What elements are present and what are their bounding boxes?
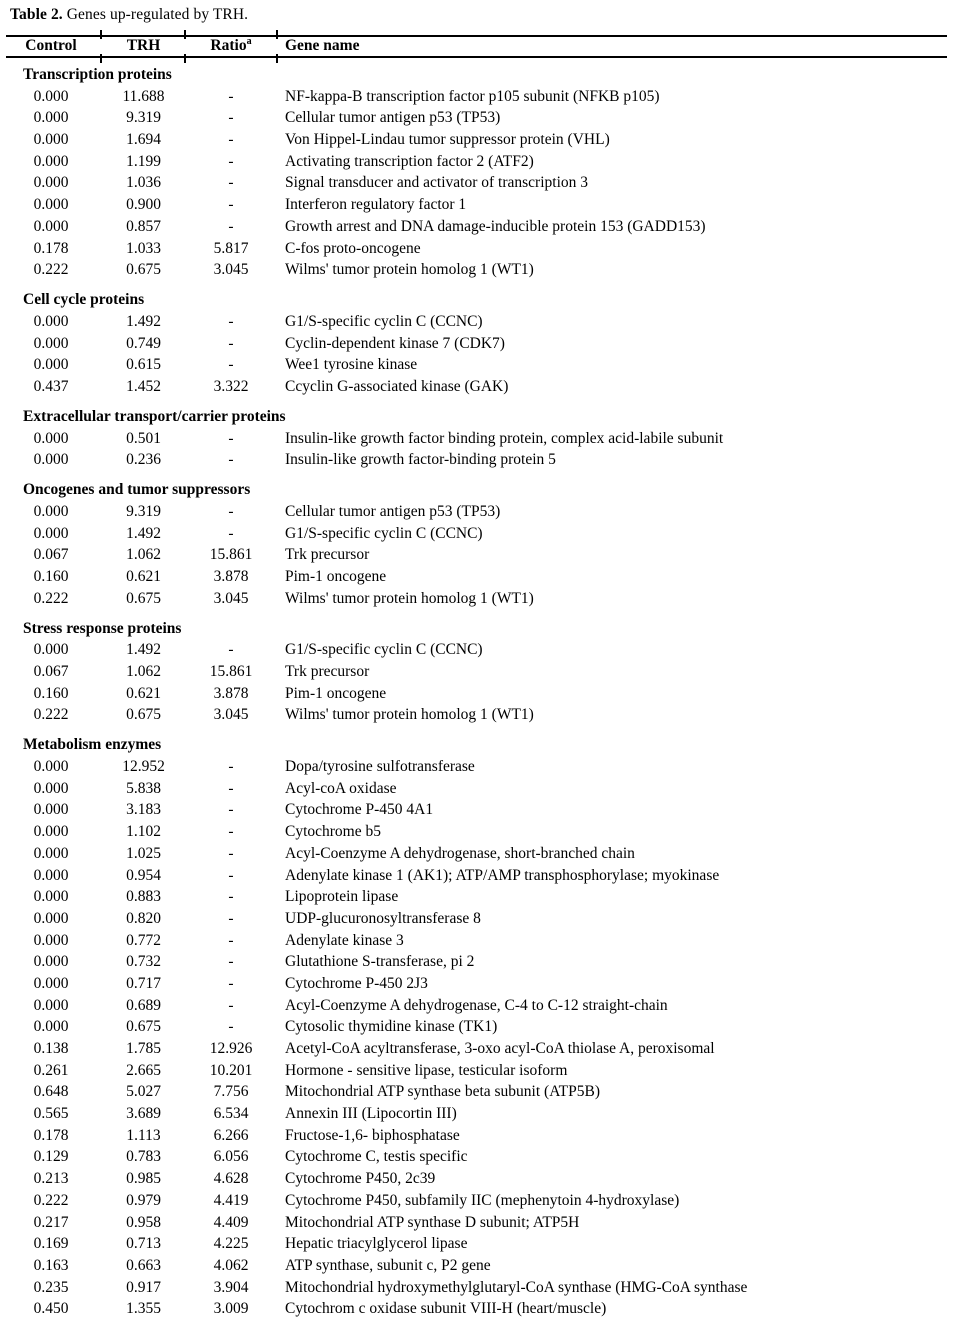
table-row: [0, 566, 953, 588]
gene-name-cell: Acetyl-CoA acyltransferase, 3-oxo acyl-CoA thiolase A, peroxisomal: [285, 1040, 715, 1058]
trh-cell: 5.027: [126, 1083, 161, 1101]
gene-name-cell: UDP-glucuronosyltransferase 8: [285, 909, 481, 927]
control-cell: 0.000: [33, 356, 69, 374]
ratio-cell: 3.904: [213, 1278, 249, 1296]
trh-cell: 0.621: [126, 568, 161, 586]
control-cell: 0.000: [33, 996, 69, 1014]
table-row: [0, 428, 953, 450]
table-row: [0, 886, 953, 908]
ratio-cell: -: [228, 823, 234, 841]
table-header-row: [0, 36, 953, 56]
table-row: [0, 704, 953, 726]
control-cell: 0.000: [33, 909, 69, 927]
trh-cell: 0.663: [126, 1256, 161, 1274]
table-row: [0, 544, 953, 566]
ratio-cell: 7.756: [213, 1083, 249, 1101]
table-body: [0, 61, 953, 1320]
trh-cell: 0.713: [126, 1235, 161, 1253]
ratio-cell: 3.045: [213, 589, 249, 607]
gene-name-cell: Trk precursor: [285, 663, 370, 681]
control-cell: 0.178: [33, 1126, 69, 1144]
gene-name-cell: Hormone - sensitive lipase, testicular isoform: [285, 1061, 568, 1079]
table-row: [0, 333, 953, 355]
control-cell: 0.000: [33, 312, 69, 330]
trh-cell: 1.785: [126, 1040, 161, 1058]
table-row: [0, 843, 953, 865]
table-row: [0, 1190, 953, 1212]
trh-cell: 9.319: [126, 502, 161, 520]
gene-name-cell: Adenylate kinase 3: [285, 931, 404, 949]
table-section: [0, 734, 953, 1320]
control-cell: 0.000: [33, 196, 69, 214]
gene-name-cell: Cytochrome P-450 4A1: [285, 801, 434, 819]
trh-cell: 0.979: [126, 1191, 161, 1209]
trh-cell: 1.036: [126, 174, 161, 192]
table-row: [0, 194, 953, 216]
control-cell: 0.000: [33, 131, 69, 149]
control-cell: 0.000: [33, 866, 69, 884]
control-cell: 0.067: [33, 546, 69, 564]
trh-cell: 5.838: [126, 779, 161, 797]
ratio-cell: -: [228, 931, 234, 949]
gene-name-cell: Mitochondrial hydroxymethylglutaryl-CoA synthase (HMG-CoA synthase: [285, 1278, 748, 1296]
control-cell: 0.067: [33, 663, 69, 681]
gene-name-cell: Lipoprotein lipase: [285, 888, 399, 906]
control-cell: 0.000: [33, 888, 69, 906]
section-title: Stress response proteins: [23, 619, 182, 637]
ratio-cell: -: [228, 356, 234, 374]
control-cell: 0.000: [33, 152, 69, 170]
trh-cell: 1.694: [126, 131, 161, 149]
ratio-cell: -: [228, 131, 234, 149]
trh-cell: 0.820: [126, 909, 161, 927]
control-cell: 0.000: [33, 429, 69, 447]
control-cell: 0.261: [33, 1061, 69, 1079]
table-row: [0, 1125, 953, 1147]
table-section: [0, 618, 953, 726]
table-row: [0, 908, 953, 930]
table-section: [0, 479, 953, 609]
control-cell: 0.000: [33, 109, 69, 127]
trh-cell: 0.958: [126, 1213, 161, 1231]
control-cell: 0.138: [33, 1040, 69, 1058]
control-cell: 0.000: [33, 779, 69, 797]
control-cell: 0.000: [33, 451, 69, 469]
table-row: [0, 865, 953, 887]
ratio-cell: -: [228, 196, 234, 214]
ratio-cell: 4.628: [213, 1170, 249, 1188]
trh-cell: 12.952: [122, 758, 165, 776]
control-cell: 0.222: [33, 706, 69, 724]
control-cell: 0.163: [33, 1256, 69, 1274]
control-cell: 0.222: [33, 1191, 69, 1209]
trh-cell: 0.917: [126, 1278, 161, 1296]
table-caption-label: Table 2.: [10, 6, 63, 23]
trh-cell: 0.615: [126, 356, 161, 374]
ratio-cell: -: [228, 888, 234, 906]
table-row: [0, 951, 953, 973]
gene-name-cell: Wee1 tyrosine kinase: [285, 356, 418, 374]
table-row: [0, 129, 953, 151]
ratio-cell: -: [228, 996, 234, 1014]
ratio-cell: -: [228, 1018, 234, 1036]
table-row: [0, 683, 953, 705]
gene-name-cell: Fructose-1,6- biphosphatase: [285, 1126, 460, 1144]
control-cell: 0.000: [33, 87, 69, 105]
gene-name-cell: G1/S-specific cyclin C (CCNC): [285, 312, 483, 330]
gene-name-cell: Cytochrome C, testis specific: [285, 1148, 468, 1166]
control-cell: 0.222: [33, 261, 69, 279]
table-section: [0, 406, 953, 471]
ratio-cell: -: [228, 779, 234, 797]
table-row: [0, 449, 953, 471]
trh-cell: 0.954: [126, 866, 161, 884]
table-row: [0, 1146, 953, 1168]
gene-name-cell: Pim-1 oncogene: [285, 568, 387, 586]
gene-name-cell: ATP synthase, subunit c, P2 gene: [285, 1256, 491, 1274]
trh-cell: 1.452: [126, 377, 161, 395]
gene-name-cell: Ccyclin G-associated kinase (GAK): [285, 377, 509, 395]
trh-cell: 0.749: [126, 334, 161, 352]
ratio-cell: -: [228, 334, 234, 352]
gene-name-cell: Interferon regulatory factor 1: [285, 196, 467, 214]
gene-name-cell: Dopa/tyrosine sulfotransferase: [285, 758, 475, 776]
trh-cell: 0.717: [126, 974, 161, 992]
gene-name-cell: Cytochrome P450, 2c39: [285, 1170, 436, 1188]
trh-cell: 1.025: [126, 844, 161, 862]
table-row: [0, 1233, 953, 1255]
table-row: [0, 501, 953, 523]
gene-name-cell: Glutathione S-transferase, pi 2: [285, 953, 475, 971]
section-title: Transcription proteins: [23, 66, 172, 83]
trh-cell: 1.062: [126, 546, 161, 564]
control-cell: 0.000: [33, 801, 69, 819]
control-cell: 0.450: [33, 1300, 69, 1318]
control-cell: 0.160: [33, 568, 69, 586]
control-cell: 0.213: [33, 1170, 69, 1188]
section-title: Cell cycle proteins: [23, 291, 145, 309]
table-caption-text: Genes up-regulated by TRH.: [62, 6, 249, 23]
gene-name-cell: Adenylate kinase 1 (AK1); ATP/AMP transphosphorylase; myokinase: [285, 866, 720, 884]
gene-name-cell: Insulin-like growth factor binding protein, complex acid-labile subunit: [285, 429, 724, 447]
ratio-cell: -: [228, 429, 234, 447]
gene-name-cell: Signal transducer and activator of transcription 3: [285, 174, 589, 192]
ratio-cell: 3.009: [213, 1300, 249, 1318]
table-row: [0, 799, 953, 821]
gene-name-cell: G1/S-specific cyclin C (CCNC): [285, 641, 483, 659]
control-cell: 0.437: [33, 377, 69, 395]
column-header-gene-name: Gene name: [285, 37, 360, 54]
table-row: [0, 259, 953, 281]
trh-cell: 0.675: [126, 261, 161, 279]
trh-cell: 1.492: [126, 524, 161, 542]
gene-name-cell: Acyl-Coenzyme A dehydrogenase, C-4 to C-12 straight-chain: [285, 996, 668, 1014]
control-cell: 0.648: [33, 1083, 69, 1101]
control-cell: 0.000: [33, 758, 69, 776]
control-cell: 0.000: [33, 1018, 69, 1036]
section-title: Metabolism enzymes: [23, 736, 162, 754]
column-header-control: Control: [25, 37, 77, 54]
ratio-cell: 3.878: [213, 684, 249, 702]
trh-cell: 2.665: [126, 1061, 161, 1079]
trh-cell: 1.062: [126, 663, 161, 681]
gene-name-cell: Von Hippel-Lindau tumor suppressor protein (VHL): [285, 131, 610, 149]
trh-cell: 1.033: [126, 239, 161, 257]
trh-cell: 0.675: [126, 706, 161, 724]
control-cell: 0.160: [33, 684, 69, 702]
table-row: [0, 661, 953, 683]
gene-name-cell: Cytochrome b5: [285, 823, 381, 841]
trh-cell: 0.675: [126, 1018, 161, 1036]
gene-name-cell: Insulin-like growth factor-binding protein 5: [285, 451, 556, 469]
control-cell: 0.000: [33, 174, 69, 192]
table-row: [0, 778, 953, 800]
ratio-cell: 6.056: [213, 1148, 249, 1166]
ratio-cell: -: [228, 801, 234, 819]
trh-cell: 0.985: [126, 1170, 161, 1188]
ratio-cell: 10.201: [209, 1061, 253, 1079]
trh-cell: 0.857: [126, 217, 161, 235]
ratio-cell: -: [228, 909, 234, 927]
control-cell: 0.000: [33, 502, 69, 520]
section-title: Extracellular transport/carrier proteins: [23, 407, 286, 425]
table-row: [0, 1038, 953, 1060]
trh-cell: 1.492: [126, 641, 161, 659]
ratio-cell: 3.322: [213, 377, 249, 395]
trh-cell: 1.102: [126, 823, 161, 841]
table-row: [0, 216, 953, 238]
table-row: [0, 995, 953, 1017]
ratio-cell: -: [228, 953, 234, 971]
gene-name-cell: Cellular tumor antigen p53 (TP53): [285, 109, 501, 127]
ratio-cell: -: [228, 502, 234, 520]
table-row: [0, 1255, 953, 1277]
trh-cell: 0.689: [126, 996, 161, 1014]
control-cell: 0.217: [33, 1213, 69, 1231]
ratio-cell: 6.266: [213, 1126, 249, 1144]
ratio-cell: 4.225: [213, 1235, 249, 1253]
gene-name-cell: Pim-1 oncogene: [285, 684, 387, 702]
gene-name-cell: Wilms' tumor protein homolog 1 (WT1): [285, 261, 534, 279]
table-row: [0, 311, 953, 333]
table-row: [0, 151, 953, 173]
trh-cell: 1.113: [126, 1126, 161, 1144]
table-row: [0, 1103, 953, 1125]
table-row: [0, 86, 953, 108]
control-cell: 0.235: [33, 1278, 69, 1296]
gene-name-cell: Acyl-Coenzyme A dehydrogenase, short-branched chain: [285, 844, 635, 862]
table-row: [0, 756, 953, 778]
section-title: Oncogenes and tumor suppressors: [23, 481, 251, 499]
gene-name-cell: Cytochrome P450, subfamily IIC (mephenytoin 4-hydroxylase): [285, 1191, 680, 1209]
gene-name-cell: Trk precursor: [285, 546, 370, 564]
table-row: [0, 588, 953, 610]
gene-name-cell: Mitochondrial ATP synthase D subunit; ATP5H: [285, 1213, 580, 1231]
control-cell: 0.000: [33, 641, 69, 659]
gene-name-cell: Growth arrest and DNA damage-inducible protein 153 (GADD153): [285, 217, 706, 235]
control-cell: 0.129: [33, 1148, 69, 1166]
table-section: [0, 64, 953, 281]
control-cell: 0.000: [33, 953, 69, 971]
trh-cell: 1.199: [126, 152, 161, 170]
ratio-cell: -: [228, 974, 234, 992]
trh-cell: 0.236: [126, 451, 161, 469]
ratio-cell: 3.045: [213, 261, 249, 279]
trh-cell: 0.501: [126, 429, 161, 447]
table-row: [0, 930, 953, 952]
gene-name-cell: G1/S-specific cyclin C (CCNC): [285, 524, 483, 542]
gene-name-cell: Cytosolic thymidine kinase (TK1): [285, 1018, 498, 1036]
column-header-trh: TRH: [126, 37, 161, 54]
control-cell: 0.169: [33, 1235, 69, 1253]
trh-cell: 0.675: [126, 589, 161, 607]
ratio-cell: -: [228, 641, 234, 659]
header-bottom-rule: [6, 56, 947, 58]
ratio-cell: 4.419: [213, 1191, 249, 1209]
table-caption: [10, 6, 248, 24]
ratio-cell: -: [228, 451, 234, 469]
ratio-cell: -: [228, 217, 234, 235]
gene-name-cell: Cyclin-dependent kinase 7 (CDK7): [285, 334, 505, 352]
ratio-cell: -: [228, 844, 234, 862]
gene-name-cell: Hepatic triacylglycerol lipase: [285, 1235, 468, 1253]
ratio-cell: -: [228, 524, 234, 542]
table-row: [0, 1277, 953, 1299]
table-row: [0, 238, 953, 260]
gene-name-cell: Activating transcription factor 2 (ATF2): [285, 152, 534, 170]
ratio-cell: -: [228, 87, 234, 105]
ratio-cell: 15.861: [209, 663, 253, 681]
table-row: [0, 523, 953, 545]
table-row: [0, 1081, 953, 1103]
table-row: [0, 1060, 953, 1082]
table-section: [0, 289, 953, 397]
gene-name-cell: NF-kappa-B transcription factor p105 subunit (NFKB p105): [285, 87, 660, 105]
ratio-cell: 3.045: [213, 706, 249, 724]
table-row: [0, 973, 953, 995]
trh-cell: 11.688: [122, 87, 165, 105]
ratio-cell: 3.878: [213, 568, 249, 586]
control-cell: 0.000: [33, 823, 69, 841]
table-row: [0, 354, 953, 376]
gene-name-cell: Cytochrom c oxidase subunit VIII-H (heart/muscle): [285, 1300, 607, 1318]
table-row: [0, 172, 953, 194]
trh-cell: 0.772: [126, 931, 161, 949]
control-cell: 0.000: [33, 217, 69, 235]
gene-name-cell: C-fos proto-oncogene: [285, 239, 421, 257]
table-row: [0, 107, 953, 129]
ratio-cell: 4.062: [213, 1256, 249, 1274]
gene-name-cell: Cytochrome P-450 2J3: [285, 974, 428, 992]
trh-cell: 9.319: [126, 109, 161, 127]
trh-cell: 1.355: [126, 1300, 161, 1318]
gene-name-cell: Acyl-coA oxidase: [285, 779, 397, 797]
control-cell: 0.000: [33, 974, 69, 992]
ratio-cell: -: [228, 866, 234, 884]
trh-cell: 0.621: [126, 684, 161, 702]
table-row: [0, 1016, 953, 1038]
gene-name-cell: Annexin III (Lipocortin III): [285, 1105, 457, 1123]
ratio-footnote-marker: a: [246, 35, 252, 47]
gene-name-cell: Wilms' tumor protein homolog 1 (WT1): [285, 589, 534, 607]
control-cell: 0.565: [33, 1105, 69, 1123]
table-row: [0, 1168, 953, 1190]
trh-cell: 0.783: [126, 1148, 161, 1166]
ratio-cell: -: [228, 312, 234, 330]
control-cell: 0.000: [33, 334, 69, 352]
gene-name-cell: Cellular tumor antigen p53 (TP53): [285, 502, 501, 520]
control-cell: 0.000: [33, 931, 69, 949]
gene-name-cell: Mitochondrial ATP synthase beta subunit (ATP5B): [285, 1083, 601, 1101]
ratio-cell: -: [228, 758, 234, 776]
ratio-cell: -: [228, 109, 234, 127]
control-cell: 0.000: [33, 844, 69, 862]
trh-cell: 1.492: [126, 312, 161, 330]
control-cell: 0.000: [33, 524, 69, 542]
ratio-cell: 15.861: [209, 546, 253, 564]
control-cell: 0.178: [33, 239, 69, 257]
table-row: [0, 639, 953, 661]
trh-cell: 0.732: [126, 953, 161, 971]
trh-cell: 3.689: [126, 1105, 161, 1123]
table-row: [0, 1298, 953, 1320]
table-row: [0, 821, 953, 843]
trh-cell: 0.883: [126, 888, 161, 906]
gene-name-cell: Wilms' tumor protein homolog 1 (WT1): [285, 706, 534, 724]
ratio-cell: -: [228, 174, 234, 192]
table-row: [0, 1212, 953, 1234]
table-row: [0, 376, 953, 398]
column-header-ratio: Ratio$^a$: [210, 35, 252, 54]
ratio-cell: 6.534: [213, 1105, 249, 1123]
ratio-cell: 4.409: [213, 1213, 249, 1231]
trh-cell: 3.183: [126, 801, 161, 819]
ratio-cell: 5.817: [213, 239, 249, 257]
ratio-cell: -: [228, 152, 234, 170]
trh-cell: 0.900: [126, 196, 161, 214]
ratio-cell: 12.926: [209, 1040, 253, 1058]
control-cell: 0.222: [33, 589, 69, 607]
